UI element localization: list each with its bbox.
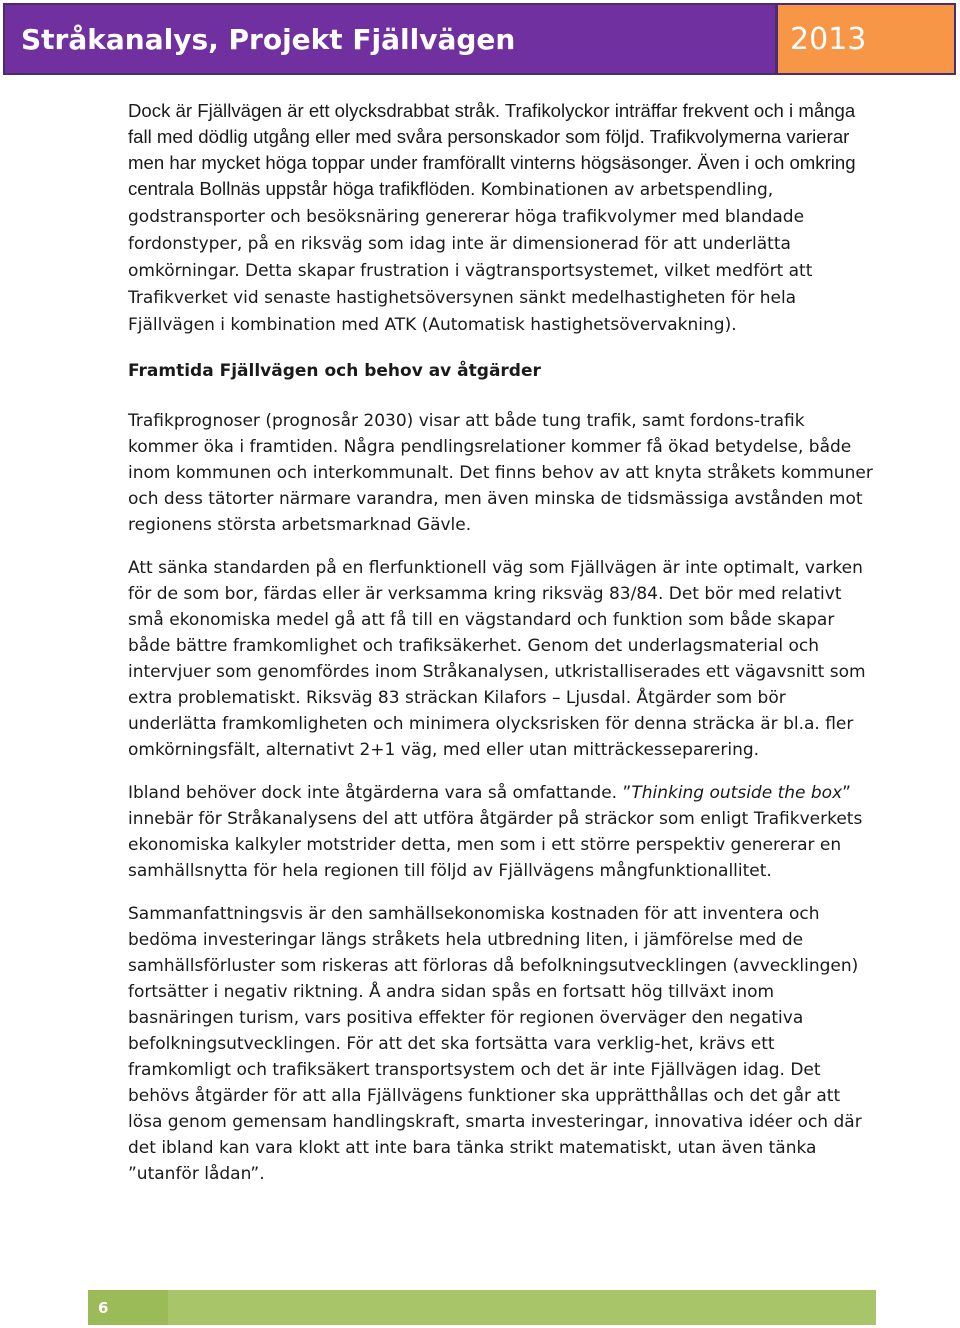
page-content [128,98,873,1204]
paragraph-thinking-emphasis: Thinking outside the box [631,783,843,803]
paragraph-thinking [128,780,873,884]
page-header [3,3,956,75]
page-footer [88,1290,876,1325]
paragraph-intro [128,98,873,338]
document-title: Stråkanalys, Projekt Fjällvägen [5,5,778,73]
paragraph-standard: Att sänka standarden på en flerfunktionell väg som Fjällvägen är inte optimalt, varken för de som bor, färdas eller är verksamma kring riksväg 83/84. Det bör med relativt små ekonomiska medel gå att få till en vägstandard och funktion som både skapar både bättre framkomlighet och trafiksäkerhet. Genom det underlagsmaterial och intervjuer som genomfördes inom Stråkanalysen, utkristalliserades ett vägavsnitt som extra problematiskt. Riksväg 83 sträckan Kilafors – Ljusdal. Åtgärder som bör underlätta framkomligheten och minimera olycksrisken för denna sträcka är bl.a. fler omkörningsfält, alternativt 2+1 väg, med eller utan mitträckesseparering. [128,558,866,760]
paragraph-intro-part1: Dock är Fjällvägen är ett olycksdrabbat stråk. Trafikolyckor inträffar frekvent och i många fall med dödlig utgång eller med svåra personskador som följd. Trafikvolymerna varierar men har mycket höga toppar under framförallt vinterns högsäsonger. Även i och omkring centrala Bollnäs uppstår höga trafikflöden. [128,100,856,199]
document-year: 2013 [778,5,954,73]
paragraph-thinking-part2: ” innebär för Stråkanalysens del att utföra åtgärder på sträckor som enligt Trafikverkets ekonomiska kalkyler motstrider detta, men som i ett större perspektiv genererar en samhällsnytta för hela regionen till följd av Fjällvägens mångfunktionallitet. [128,783,863,881]
section-heading: Framtida Fjällvägen och behov av åtgärder [128,361,541,381]
page-number: 6 [88,1299,168,1317]
paragraph-summary: Sammanfattningsvis är den samhällsekonomiska kostnaden för att inventera och bedöma investeringar längs stråkets hela utbredning liten, i jämförelse med de samhällsförluster som riskeras att förloras då befolkningsutvecklingen (avvecklingen) fortsätter i negativ riktning. Å andra sidan spås en fortsatt hög tillväxt inom basnäringen turism, vars positiva effekter för regionen överväger den negativa befolkningsutvecklingen. För att det ska fortsätta vara verklig-het, krävs ett framkomligt och trafiksäkert transportsystem och det är inte Fjällvägen idag. Det behövs åtgärder för att alla Fjällvägens funktioner ska upprätthållas och det går att lösa genom gemensam handlingskraft, smarta investeringar, innovativa idéer och där det ibland kan vara klokt att inte bara tänka strikt matematiskt, utan även tänka ”utanför lådan”. [128,904,862,1184]
paragraph-intro-part2: Kombinationen av arbetspendling, godstransporter och besöksnäring genererar höga trafikvolymer med blandade fordonstyper, på en riksväg som idag inte är dimensionerad för att underlätta omkörningar. Detta skapar frustration i vägtransportsystemet, vilket medfört att Trafikverket vid senaste hastighetsöversynen sänkt medelhastigheten för hela Fjällvägen i kombination med ATK (Automatisk hastighetsövervakning). [128,180,813,335]
footer-bar [168,1290,876,1325]
paragraph-prognosis: Trafikprognoser (prognosår 2030) visar att både tung trafik, samt fordons-trafik kommer öka i framtiden. Några pendlingsrelationer kommer få ökad betydelse, både inom kommunen och interkommunalt. Det finns behov av att knyta stråkets kommuner och dess tätorter närmare varandra, men även minska de tidsmässiga avstånden mot regionens största arbetsmarknad Gävle. [128,411,873,535]
paragraph-thinking-part1: Ibland behöver dock inte åtgärderna vara så omfattande. ” [128,783,632,803]
